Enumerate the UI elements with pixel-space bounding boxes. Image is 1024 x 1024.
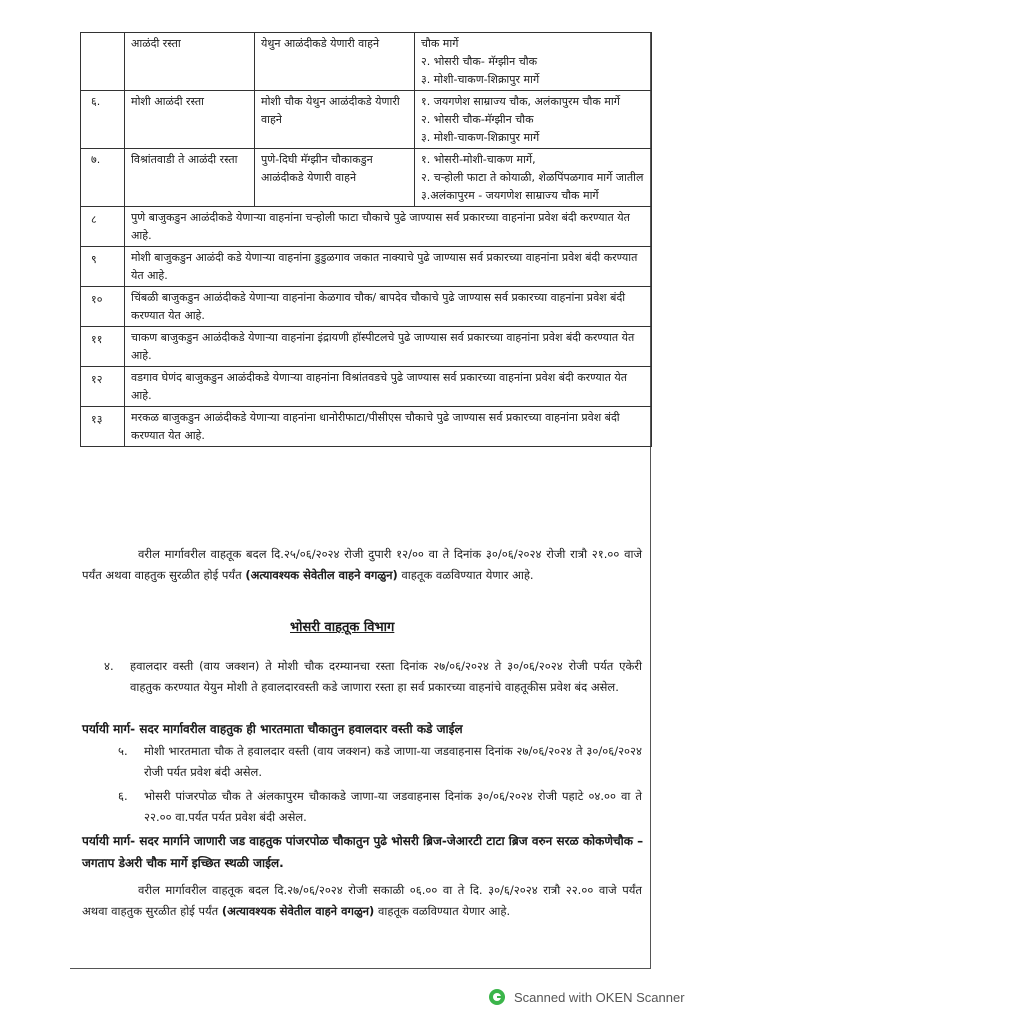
notice-text: चिंबळी बाजुकडुन आळंदीकडे येणाऱ्या वाहनांना केळगाव चौक/ बापदेव चौकाचे पुढे जाण्यास सर्व प्रकारच्या वाहनांना प्रवेश बंदी करण्यात येत आहे. [125,287,652,327]
schedule-paragraph-1: वरील मार्गावरील वाहतूक बदल दि.२५/०६/२०२४ रोजी दुपारी १२/०० वा ते दिनांक ३०/०६/२०२४ रोजी रात्रौ २१.०० वाजे पर्यंत अथवा वाहतुक सुरळीत होई पर्यंत (अत्यावश्यक सेवेतील वाहने वगळुन) वाहतूक वळविण्यात येणार आहे. [82,547,642,582]
notice-row [81,287,652,327]
notice-row [81,207,652,247]
notice-row [81,247,652,287]
notice-number: ११ [81,327,125,367]
notice-number: ९ [81,247,125,287]
route-option: २. भोसरी चौक-मॅग्झीन चौक [421,113,534,126]
row-number: ६. [81,91,125,149]
route-option: २. चऱ्होली फाटा ते कोयाळी, शेळपिंपळगाव मार्गे जातील [421,171,644,184]
route-option: चौक मार्गे [421,37,459,50]
route-row [81,33,652,91]
notice-text: पुणे बाजुकडुन आळंदीकडे येणाऱ्या वाहनांना चऱ्होली फाटा चौकाचे पुढे जाण्यास सर्व प्रकारच्या वाहनांना प्रवेश बंदी करण्यात येत आहे. [125,207,652,247]
route-option: २. भोसरी चौक- मॅग्झीन चौक [421,55,538,68]
notice-number: १३ [81,407,125,447]
route-table [80,32,652,447]
route-option: १. भोसरी-मोशी-चाकण मार्गे, [421,153,536,166]
notice-number: १० [81,287,125,327]
scanner-label: Scanned with OKEN Scanner [514,989,685,1005]
alternate-routes [415,33,652,91]
alternate-routes [415,91,652,149]
vehicle-direction: येथुन आळंदीकडे येणारी वाहने [255,33,415,91]
notice-row [81,327,652,367]
notice-text: वडगाव घेणंद बाजुकडुन आळंदीकडे येणाऱ्या वाहनांना विश्रांतवडचे पुढे जाण्यास सर्व प्रकारच्या वाहनांना प्रवेश बंदी करण्यात येत आहे. [125,367,652,407]
section-heading: भोसरी वाहतूक विभाग [290,620,395,635]
alternate-route-2: पर्यायी मार्ग- सदर मार्गाने जाणारी जड वाहतुक पांजरपोळ चौकातुन पुढे भोसरी ब्रिज-जेआरटी टाटा ब्रिज वरुन सरळ कोकणेचौक –जगताप डेअरी चौक मार्गे इच्छित स्थळी जाईल. [82,834,644,870]
route-row [81,91,652,149]
notice-number: ८ [81,207,125,247]
road-name: मोशी आळंदी रस्ता [125,91,255,149]
bhosari-item-6: ६. भोसरी पांजरपोळ चौक ते अंलकापुरम चौकाकडे जाणा-या जडवाहनास दिनांक ३०/०६/२०२४ रोजी पहाटे ०४.०० वा ते २२.०० वा.पर्यत पर्यत प्रवेश बंदी असेल. [118,789,642,824]
vehicle-direction: पुणे-दिघी मॅग्झीन चौकाकडुन आळंदीकडे येणारी वाहने [255,149,415,207]
schedule-paragraph-2: वरील मार्गावरील वाहतूक बदल दि.२७/०६/२०२४ रोजी सकाळी ०६.०० वा ते दि. ३०/६/२०२४ रात्रौ २२.०० वाजे पर्यंत अथवा वाहतुक सुरळीत होई पर्यंत (अत्यावश्यक सेवेतील वाहने वगळुन) वाहतूक वळविण्यात येणार आहे. [82,883,642,918]
alternate-routes [415,149,652,207]
notice-row [81,367,652,407]
notice-text: चाकण बाजुकडुन आळंदीकडे येणाऱ्या वाहनांना इंद्रायणी हॉस्पीटलचे पुढे जाण्यास सर्व प्रकारच्या वाहनांना प्रवेश बंदी करण्यात येत आहे. [125,327,652,367]
route-row [81,149,652,207]
route-option: १. जयगणेश साम्राज्य चौक, अलंकापुरम चौक मार्गे [421,95,620,108]
notice-number: १२ [81,367,125,407]
scanner-watermark [488,988,685,1006]
bhosari-item-4: ४. हवालदार वस्ती (वाय जक्शन) ते मोशी चौक दरम्यानचा रस्ता दिनांक २७/०६/२०२४ ते ३०/०६/२०२४ रोजी पर्यत एकेरी वाहतुक करण्यात येयुन मोशी ते हवालदारवस्ती कडे जाणारा रस्ता हा सर्व प्रकारच्या वाहनांचे वाहतूकीस प्रवेश बंद असेल. [104,659,642,694]
vehicle-direction: मोशी चौक येथुन आळंदीकडे येणारी वाहने [255,91,415,149]
notice-text: मोशी बाजुकडुन आळंदी कडे येणाऱ्या वाहनांना डुडुळगाव जकात नाक्याचे पुढे जाण्यास सर्व प्रकारच्या वाहनांना प्रवेश बंदी करण्यात येत आहे. [125,247,652,287]
route-option: ३. मोशी-चाकण-शिक्रापुर मार्गे [421,73,540,86]
oken-scanner-logo-icon [488,988,506,1006]
road-name: विश्रांतवाडी ते आळंदी रस्ता [125,149,255,207]
row-number [81,33,125,91]
route-option: ३. मोशी-चाकण-शिक्रापुर मार्गे [421,131,540,144]
notice-row [81,407,652,447]
notice-text: मरकळ बाजुकडुन आळंदीकडे येणाऱ्या वाहनांना धानोरीफाटा/पीसीएस चौकाचे पुढे जाण्यास सर्व प्रकारच्या वाहनांना प्रवेश बंदी करण्यात येत आहे. [125,407,652,447]
route-option: ३.अलंकापुरम - जयगणेश साम्राज्य चौक मार्गे [421,189,599,202]
bhosari-item-5: ५. मोशी भारतमाता चौक ते हवालदार वस्ती (वाय जक्शन) कडे जाणा-या जडवाहनास दिनांक २७/०६/२०२४ ते ३०/०६/२०२४ रोजी पर्यत प्रवेश बंदी असेल. [118,744,642,779]
road-name: आळंदी रस्ता [125,33,255,91]
row-number: ७. [81,149,125,207]
alternate-route-1: पर्यायी मार्ग- सदर मार्गावरील वाहतुक ही भारतमाता चौकातुन हवालदार वस्ती कडे जाईल [82,722,463,736]
